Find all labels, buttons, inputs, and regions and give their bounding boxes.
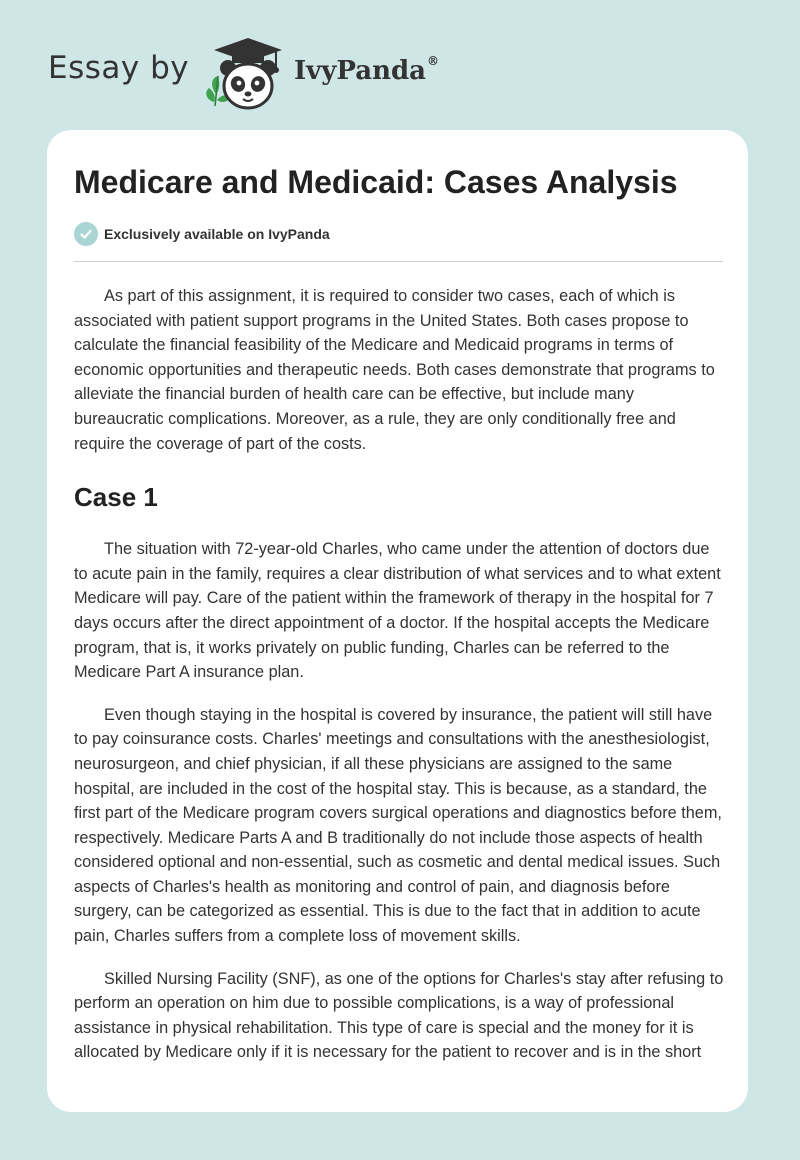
site-header	[48, 36, 468, 112]
panda-graduate-icon[interactable]	[202, 36, 290, 112]
intro-paragraph: As part of this assignment, it is required to consider two cases, each of which is associated with patient support programs in the United States. Both cases propose to calculate the financial feasibility of the Medicare and Medicaid programs in terms of economic opportunities and therapeutic needs. Both cases demonstrate that programs to alleviate the financial burden of health care can be effective, but include many bureaucratic complications. Moreover, as a rule, they are only conditionally free and require the coverage of part of the costs.	[74, 287, 715, 453]
essay-title: Medicare and Medicaid: Cases Analysis	[74, 164, 678, 200]
check-icon	[74, 222, 98, 246]
exclusive-text: Exclusively available on IvyPanda	[104, 226, 330, 242]
brand-text: IvyPanda	[294, 56, 427, 86]
registered-mark: ®	[427, 54, 440, 69]
case-1-paragraph-2: Even though staying in the hospital is covered by insurance, the patient will still have to pay coinsurance costs. Charles' meetings and consultations with the anesthesiologist, neurosurgeon, and chief physician, if all these physicians are assigned to the same hospital, are included in the cost of the hospital stay. This is because, as a standard, the first part of the Medicare program covers surgical operations and diagnostics before them, respectively. Medicare Parts A and B traditionally do not include those aspects of health considered optional and non-essential, such as cosmetic and dental medical issues. Such aspects of Charles's health as monitoring and control of pain, and diagnosis before surgery, can be categorized as essential. This is due to the fact that in addition to acute pain, Charles suffers from a complete loss of movement skills.	[74, 705, 722, 946]
essay-body	[74, 284, 725, 1083]
case-1-paragraph-3: Skilled Nursing Facility (SNF), as one of the options for Charles's stay after refusing to perform an operation on him due to possible complications, is a way of professional assistance in physical rehabilitation. This type of care is special and the money for it is allocated by Medicare only if it is necessary for the patient to recover and is in the short	[74, 969, 724, 1062]
brand-name[interactable]	[294, 56, 439, 86]
case-1-paragraph-1: The situation with 72-year-old Charles, who came under the attention of doctors due to acute pain in the family, requires a clear distribution of what services and to what extent Medicare will pay. Care of the patient within the framework of therapy in the hospital for 7 days occurs after the direct appointment of a doctor. If the hospital accepts the Medicare program, that is, it works privately on public funding, Charles can be referred to the Medicare Part A insurance plan.	[74, 540, 721, 682]
title-divider	[74, 261, 723, 262]
section-heading-case-1: Case 1	[74, 482, 158, 513]
essay-card	[47, 130, 748, 1112]
exclusive-badge	[74, 222, 330, 246]
essay-by-label: Essay by	[48, 50, 190, 86]
